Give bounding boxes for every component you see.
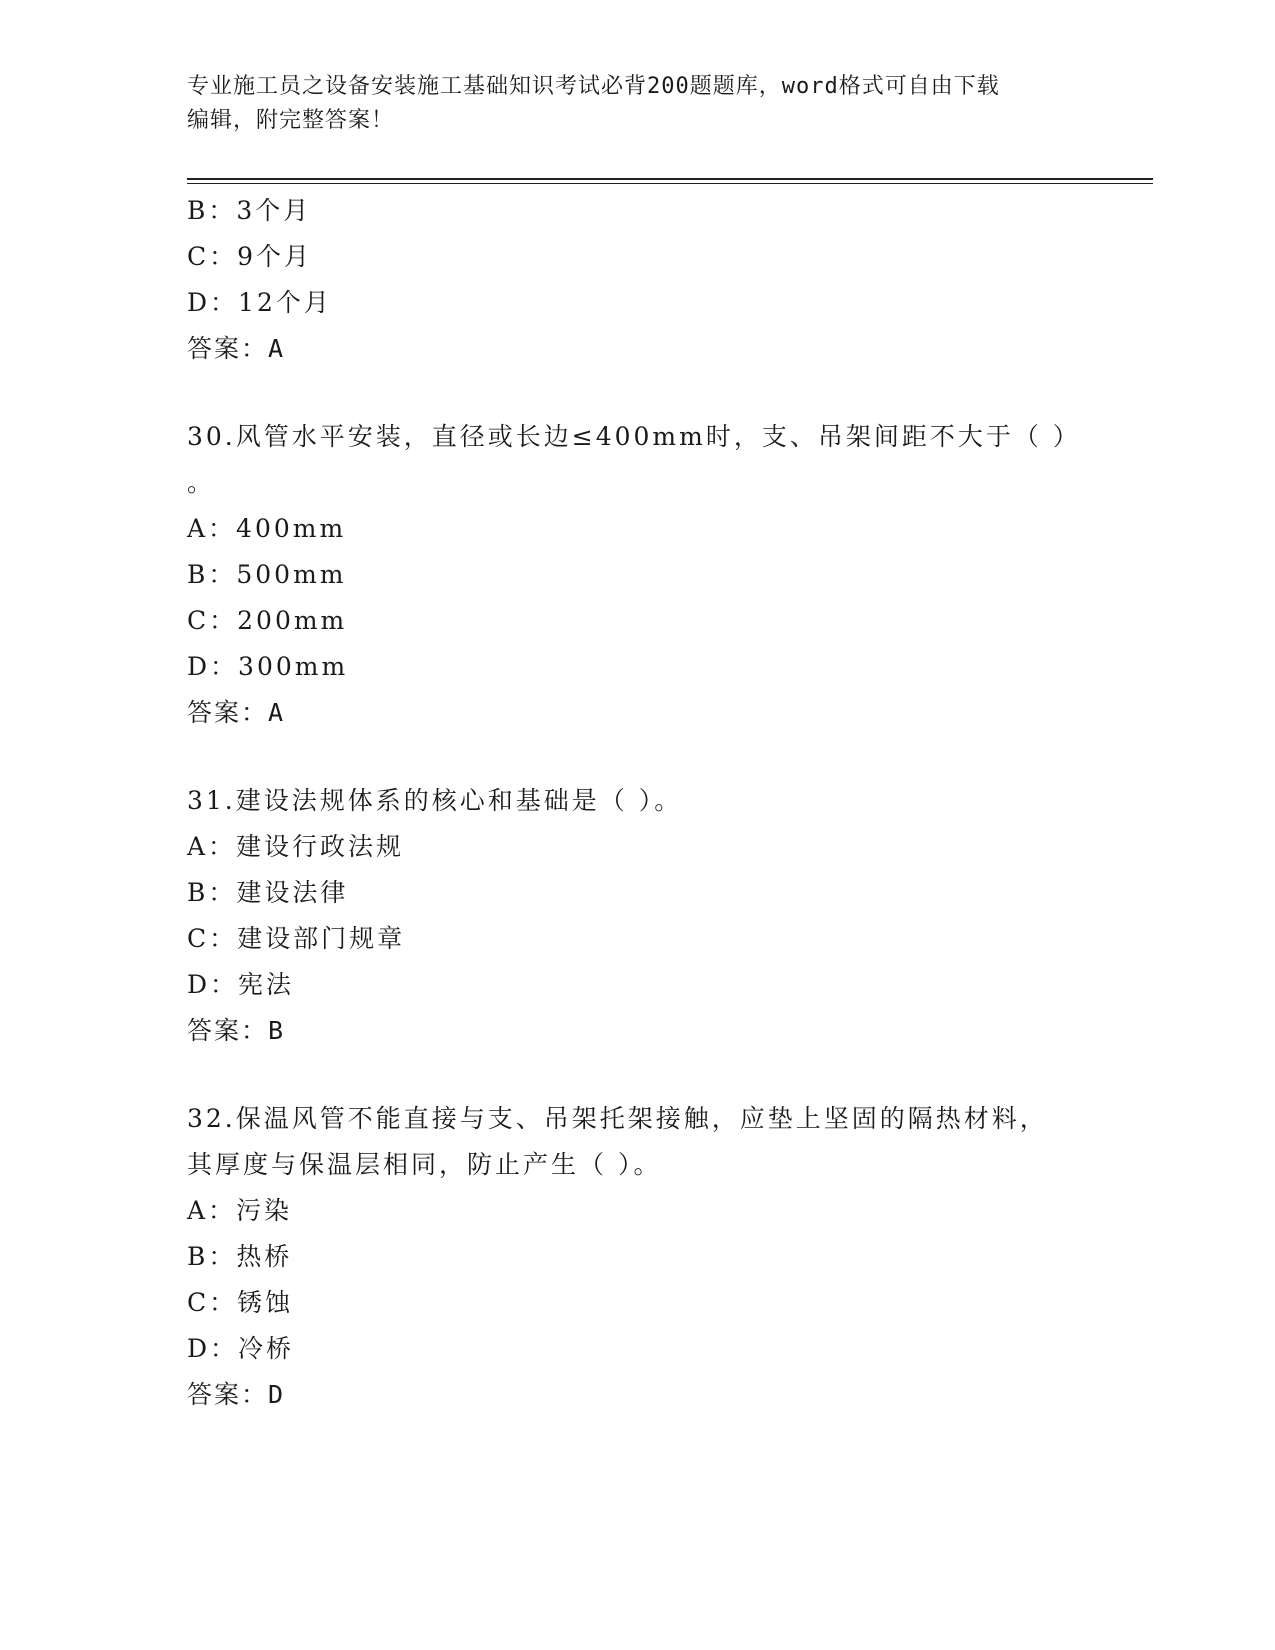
option-b: B：建设法律 [187, 878, 349, 907]
option-c: C：200mm [187, 606, 348, 635]
option-d: D：宪法 [187, 970, 295, 999]
question-stem: 32.保温风管不能直接与支、吊架托架接触，应垫上坚固的隔热材料， [187, 1104, 1048, 1133]
option-b: B：500mm [187, 560, 347, 589]
question-29 [187, 188, 1087, 372]
option-c: C：锈蚀 [187, 1288, 294, 1317]
header-title-line-1: 专业施工员之设备安装施工基础知识考试必背200题题库，word格式可自由下载 [187, 74, 1000, 99]
answer: 答案：D [187, 1380, 286, 1409]
option-c: C：9个月 [187, 242, 313, 271]
option-a: A：建设行政法规 [187, 832, 405, 861]
document-header [187, 70, 1087, 138]
option-d: D：12个月 [187, 288, 332, 317]
question-stem: 30.风管水平安装，直径或长边≤400mm时，支、吊架间距不大于（ ） [187, 422, 1081, 451]
header-divider [187, 178, 1153, 180]
answer: 答案：A [187, 698, 286, 727]
option-a: A：400mm [187, 514, 347, 543]
option-b: B：热桥 [187, 1242, 293, 1271]
question-32 [187, 1096, 1087, 1418]
option-d: D：300mm [187, 652, 349, 681]
option-d: D：冷桥 [187, 1334, 295, 1363]
answer: 答案：A [187, 334, 286, 363]
question-list [187, 188, 1087, 1418]
question-stem: 31.建设法规体系的核心和基础是（ ）。 [187, 786, 683, 815]
option-c: C：建设部门规章 [187, 924, 406, 953]
option-b: B：3个月 [187, 196, 312, 225]
question-30 [187, 414, 1087, 736]
answer: 答案：B [187, 1016, 286, 1045]
header-divider-thin [187, 183, 1153, 184]
question-31 [187, 778, 1087, 1054]
question-stem-continued: 其厚度与保温层相同，防止产生（ ）。 [187, 1150, 662, 1179]
option-a: A：污染 [187, 1196, 293, 1225]
question-stem-continued: 。 [187, 468, 216, 497]
header-title-line-2: 编辑，附完整答案！ [187, 108, 395, 133]
